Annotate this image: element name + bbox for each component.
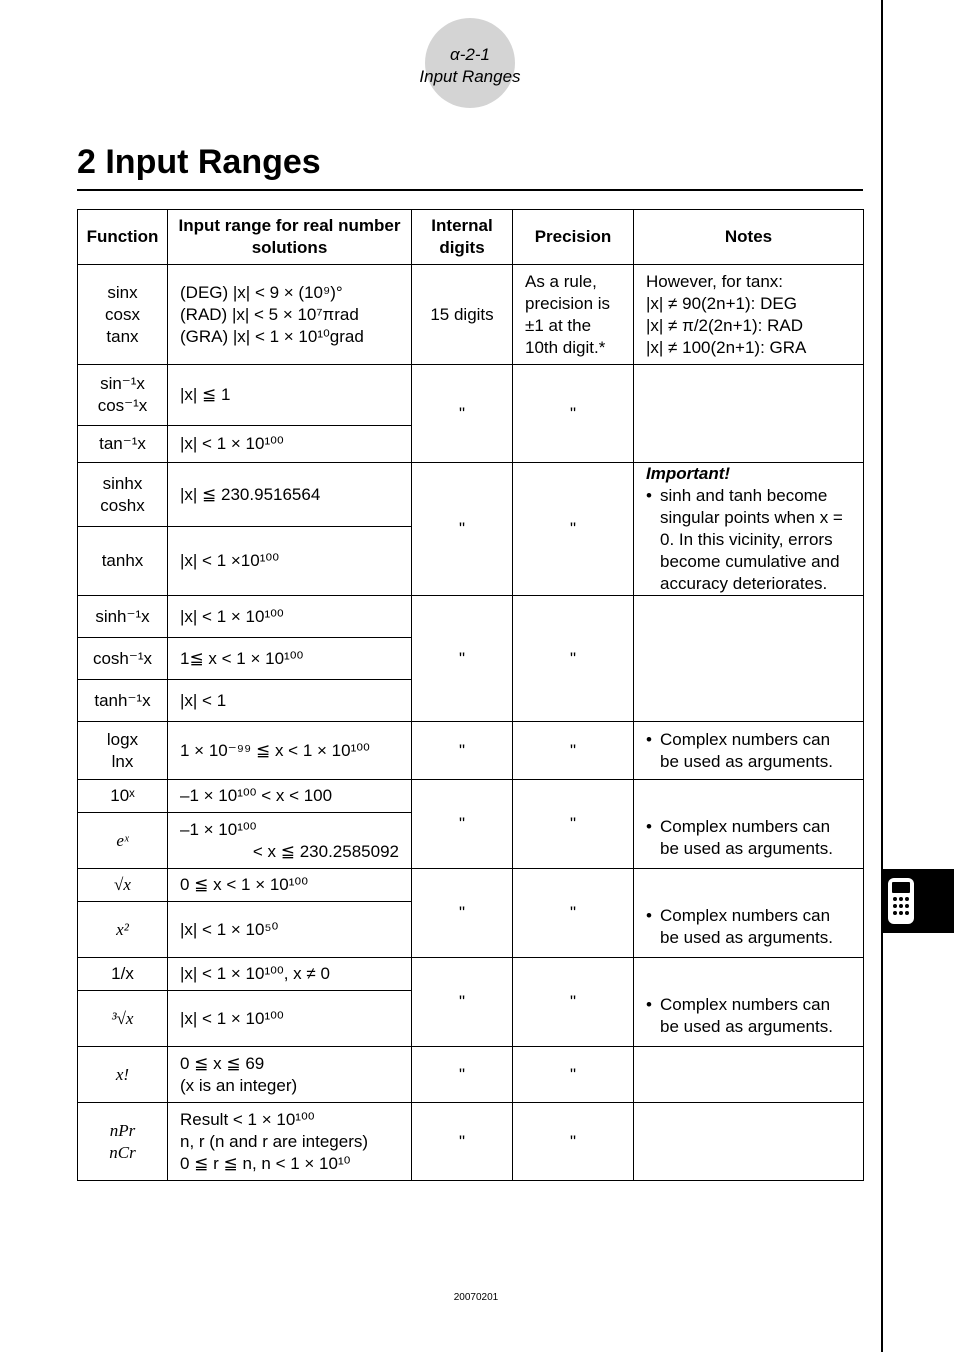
note-line: |x| ≠ 90(2n+1): DEG xyxy=(646,293,797,313)
function-cell: cosh⁻¹x xyxy=(78,638,168,680)
chapter-tab xyxy=(883,869,954,933)
range-cell xyxy=(168,265,412,365)
notes-cell xyxy=(634,869,864,958)
function-cell: eˣ xyxy=(78,813,168,869)
function-label: lnx xyxy=(111,751,134,771)
table-row xyxy=(78,958,864,991)
note-line: |x| ≠ 100(2n+1): GRA xyxy=(646,337,807,357)
notes-cell xyxy=(634,958,864,1047)
range-text: –1 × 10¹⁰⁰ xyxy=(180,819,257,839)
function-cell: 10ˣ xyxy=(78,780,168,813)
range-cell: –1 × 10¹⁰⁰ < x < 100 xyxy=(168,780,412,813)
range-cell: |x| < 1 xyxy=(168,680,412,722)
function-cell xyxy=(78,1103,168,1181)
note-line: However, for tanx: xyxy=(646,271,784,291)
note-bullet: • Complex numbers can be used as arguments. xyxy=(646,816,851,860)
function-cell: tan⁻¹x xyxy=(78,426,168,463)
column-header-input-range: Input range for real number solutions xyxy=(168,210,412,265)
page-title: 2 Input Ranges xyxy=(77,143,321,181)
digits-cell: " xyxy=(412,958,513,1047)
precision-cell: " xyxy=(513,1103,634,1181)
precision-cell: " xyxy=(513,463,634,596)
function-label: coshx xyxy=(100,495,145,515)
function-label: cosx xyxy=(105,304,140,324)
digits-cell: " xyxy=(412,365,513,463)
table-row xyxy=(78,722,864,780)
range-cell: |x| < 1 ×10¹⁰⁰ xyxy=(168,527,412,596)
title-divider xyxy=(77,189,863,191)
function-cell: √x xyxy=(78,869,168,902)
calculator-icon xyxy=(887,877,915,925)
function-label: cos⁻¹x xyxy=(97,396,148,415)
notes-cell xyxy=(634,1103,864,1181)
page-code: α-2-1 xyxy=(450,45,490,64)
function-cell xyxy=(78,365,168,426)
note-bullet: • Complex numbers can be used as arguments. xyxy=(646,729,851,773)
range-text: (RAD) |x| < 5 × 10⁷πrad xyxy=(180,304,359,324)
range-text: 0 ≦ r ≦ n, n < 1 × 10¹⁰ xyxy=(180,1153,351,1173)
column-header-notes: Notes xyxy=(634,210,864,265)
range-text: (GRA) |x| < 1 × 10¹⁰grad xyxy=(180,326,364,346)
function-cell: tanhx xyxy=(78,527,168,596)
function-label: tanx xyxy=(106,326,139,346)
range-cell xyxy=(168,1047,412,1103)
function-cell xyxy=(78,463,168,527)
function-cell: sinh⁻¹x xyxy=(78,596,168,638)
precision-cell: " xyxy=(513,780,634,869)
range-text: n, r (n and r are integers) xyxy=(180,1131,369,1151)
input-ranges-table xyxy=(77,209,864,1181)
important-label: Important! xyxy=(646,464,731,483)
precision-cell: " xyxy=(513,596,634,722)
table-row xyxy=(78,596,864,638)
precision-cell: " xyxy=(513,722,634,780)
range-text: Result < 1 × 10¹⁰⁰ xyxy=(180,1109,315,1129)
table-row xyxy=(78,869,864,902)
function-label: sinx xyxy=(107,282,138,302)
function-label: sinhx xyxy=(102,473,143,493)
range-cell: |x| ≦ 1 xyxy=(168,365,412,426)
digits-cell: " xyxy=(412,722,513,780)
range-cell: |x| < 1 × 10⁵⁰ xyxy=(168,902,412,958)
note-bullet: • sinh and tanh become singular points when x = 0. In this vicinity, errors become cumulative and accuracy deteriorates. xyxy=(646,485,851,595)
function-cell: tanh⁻¹x xyxy=(78,680,168,722)
range-text: (x is an integer) xyxy=(180,1075,298,1095)
notes-cell xyxy=(634,463,864,596)
column-header-internal-digits: Internal digits xyxy=(412,210,513,265)
function-cell: x! xyxy=(78,1047,168,1103)
range-text: 0 ≦ x ≦ 69 xyxy=(180,1053,265,1073)
digits-cell: 15 digits xyxy=(412,265,513,365)
range-cell: 0 ≦ x < 1 × 10¹⁰⁰ xyxy=(168,869,412,902)
precision-cell: As a rule, precision is ±1 at the 10th digit.* xyxy=(513,265,634,365)
column-header-precision: Precision xyxy=(513,210,634,265)
range-cell: |x| < 1 × 10¹⁰⁰ xyxy=(168,596,412,638)
note-bullet: • Complex numbers can be used as arguments. xyxy=(646,905,851,949)
range-cell: 1 × 10⁻⁹⁹ ≦ x < 1 × 10¹⁰⁰ xyxy=(168,722,412,780)
function-cell: 1/x xyxy=(78,958,168,991)
range-cell: 1≦ x < 1 × 10¹⁰⁰ xyxy=(168,638,412,680)
function-cell: x² xyxy=(78,902,168,958)
range-text: < x ≦ 230.2585092 xyxy=(252,841,399,861)
precision-cell: " xyxy=(513,958,634,1047)
table-row xyxy=(78,265,864,365)
table-header-row xyxy=(78,210,864,265)
digits-cell: " xyxy=(412,596,513,722)
function-label: logx xyxy=(106,729,139,749)
notes-cell xyxy=(634,596,864,722)
notes-cell xyxy=(634,1047,864,1103)
notes-cell xyxy=(634,780,864,869)
digits-cell: " xyxy=(412,869,513,958)
digits-cell: " xyxy=(412,1103,513,1181)
function-label: nPr xyxy=(109,1120,136,1140)
page-subtitle: Input Ranges xyxy=(419,67,521,86)
range-cell: |x| < 1 × 10¹⁰⁰ xyxy=(168,991,412,1047)
notes-cell xyxy=(634,265,864,365)
precision-cell: " xyxy=(513,869,634,958)
table-row xyxy=(78,365,864,426)
notes-cell xyxy=(634,722,864,780)
footer-code: 20070201 xyxy=(453,1292,499,1303)
function-cell xyxy=(78,265,168,365)
digits-cell: " xyxy=(412,1047,513,1103)
function-cell xyxy=(78,722,168,780)
table-row xyxy=(78,780,864,813)
note-bullet: • Complex numbers can be used as arguments. xyxy=(646,994,851,1038)
range-cell: |x| < 1 × 10¹⁰⁰ xyxy=(168,426,412,463)
range-cell xyxy=(168,1103,412,1181)
table-row xyxy=(78,1047,864,1103)
note-line: |x| ≠ π/2(2n+1): RAD xyxy=(646,315,803,335)
digits-cell: " xyxy=(412,463,513,596)
range-cell xyxy=(168,813,412,869)
notes-cell xyxy=(634,365,864,463)
table-row xyxy=(78,1103,864,1181)
precision-cell: " xyxy=(513,365,634,463)
range-cell: |x| < 1 × 10¹⁰⁰, x ≠ 0 xyxy=(168,958,412,991)
function-cell: ³√x xyxy=(78,991,168,1047)
function-label: sin⁻¹x xyxy=(100,374,145,393)
precision-cell: " xyxy=(513,1047,634,1103)
range-cell: |x| ≦ 230.9516564 xyxy=(168,463,412,527)
range-text: (DEG) |x| < 9 × (10⁹)° xyxy=(180,282,343,302)
column-header-function: Function xyxy=(78,210,168,265)
function-label: nCr xyxy=(109,1142,136,1162)
right-margin-rule xyxy=(881,0,883,1352)
digits-cell: " xyxy=(412,780,513,869)
table-row xyxy=(78,463,864,527)
